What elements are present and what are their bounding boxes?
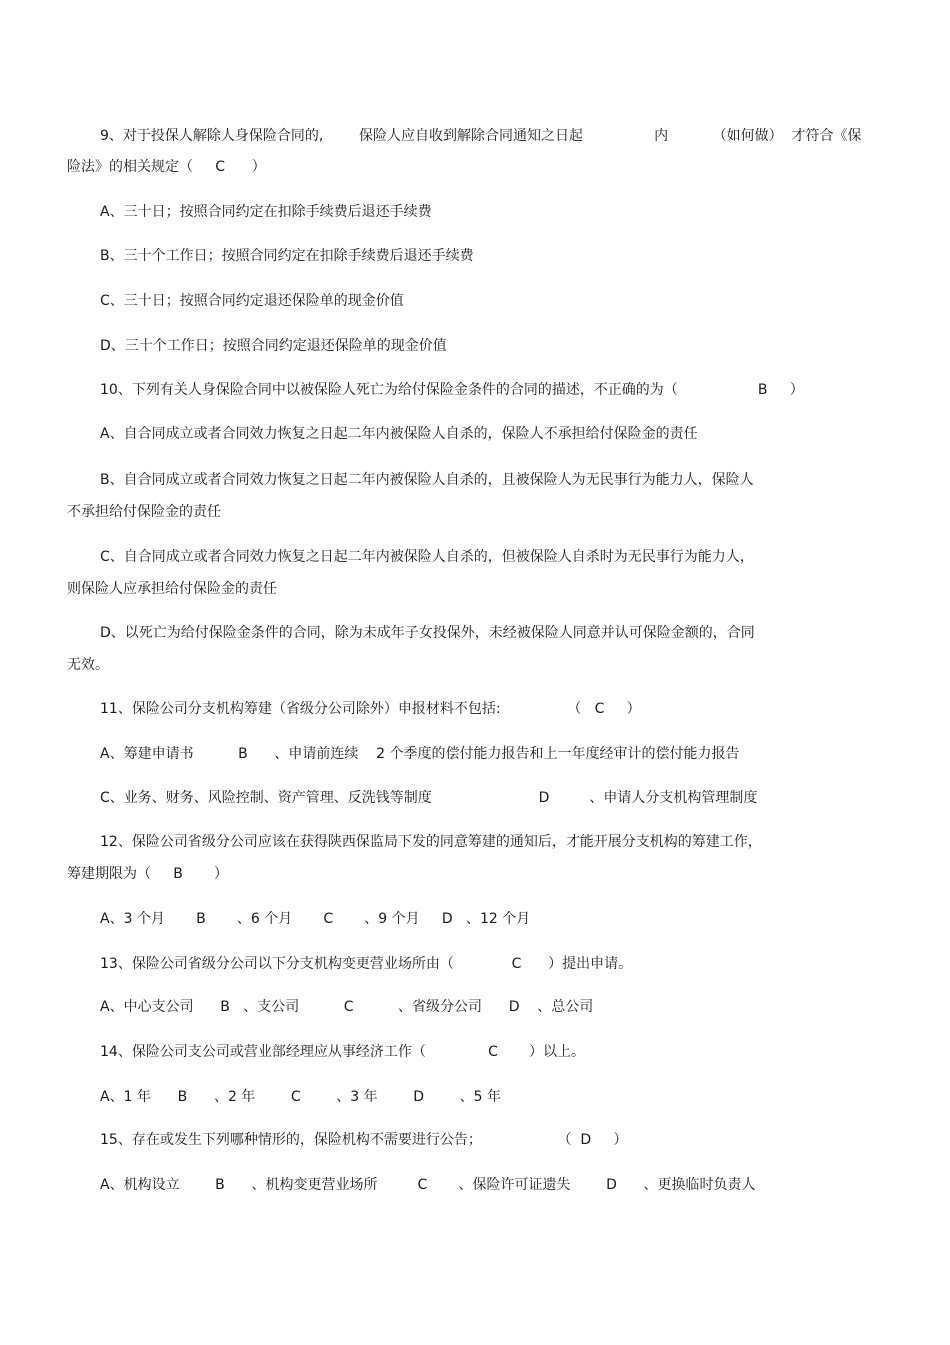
q9-option-c: C、三十日；按照合同约定退还保险单的现金价值 — [100, 293, 404, 309]
q10-option-c-line2: 则保险人应承担给付保险金的责任 — [67, 581, 277, 597]
q10-option-b-line1: B、自合同成立或者合同效力恢复之日起二年内被保险人自杀的，且被保险人为无民事行为能力人，保险人 — [100, 472, 754, 488]
q10-option-d-line1: D、以死亡为给付保险金条件的合同，除为未成年子女投保外，未经被保险人同意并认可保险金额的，合同 — [100, 625, 755, 641]
q10-option-c-line1: C、自合同成立或者合同效力恢复之日起二年内被保险人自杀的，但被保险人自杀时为无民事行为能力人， — [100, 549, 754, 565]
q9-option-d: D、三十个工作日；按照合同约定退还保险单的现金价值 — [100, 338, 447, 354]
q9-option-b: B、三十个工作日；按照合同约定在扣除手续费后退还手续费 — [100, 248, 474, 264]
q9-line2: 险法》的相关规定（ C ） — [67, 159, 266, 175]
q11-line1: 11、保险公司分支机构筹建（省级分公司除外）申报材料不包括: （ C ） — [100, 701, 641, 717]
q9-line1: 9、对于投保人解除人身保险合同的, 保险人应自收到解除合同通知之日起 内 （如何做） 才符合《保 — [100, 128, 862, 144]
q14-line1: 14、保险公司支公司或营业部经理应从事经济工作（ C ）以上。 — [100, 1044, 586, 1060]
q12-options: A、3 个月 B 、6 个月 C 、9 个月 D 、12 个月 — [100, 911, 531, 927]
q11-options-cd: C、业务、财务、风险控制、资产管理、反洗钱等制度 D 、申请人分支机构管理制度 — [100, 790, 758, 806]
q12-line1: 12、保险公司省级分公司应该在获得陕西保监局下发的同意筹建的通知后，才能开展分支机构的筹建工作， — [100, 834, 762, 850]
q10-option-b-line2: 不承担给付保险金的责任 — [67, 504, 221, 520]
q11-options-ab: A、筹建申请书 B 、申请前连续 2 个季度的偿付能力报告和上一年度经审计的偿付能力报告 — [100, 746, 740, 762]
q14-options: A、1 年 B 、2 年 C 、3 年 D 、5 年 — [100, 1089, 501, 1105]
q15-options: A、机构设立 B 、机构变更营业场所 C 、保险许可证遗失 D 、更换临时负责人 — [100, 1177, 756, 1193]
q10-line1: 10、下列有关人身保险合同中以被保险人死亡为给付保险金条件的合同的描述，不正确的为（ B ） — [100, 382, 804, 398]
q10-option-a: A、自合同成立或者合同效力恢复之日起二年内被保险人自杀的，保险人不承担给付保险金的责任 — [100, 426, 698, 442]
q10-option-d-line2: 无效。 — [67, 657, 109, 673]
q13-options: A、中心支公司 B 、支公司 C 、省级分公司 D 、总公司 — [100, 999, 594, 1015]
q15-line1: 15、存在或发生下列哪种情形的，保险机构不需要进行公告； （ D ） — [100, 1132, 628, 1148]
q12-line2: 筹建期限为（ B ） — [67, 866, 229, 882]
q13-line1: 13、保险公司省级分公司以下分支机构变更营业场所由（ C ）提出申请。 — [100, 956, 633, 972]
q9-option-a: A、三十日；按照合同约定在扣除手续费后退还手续费 — [100, 204, 432, 220]
